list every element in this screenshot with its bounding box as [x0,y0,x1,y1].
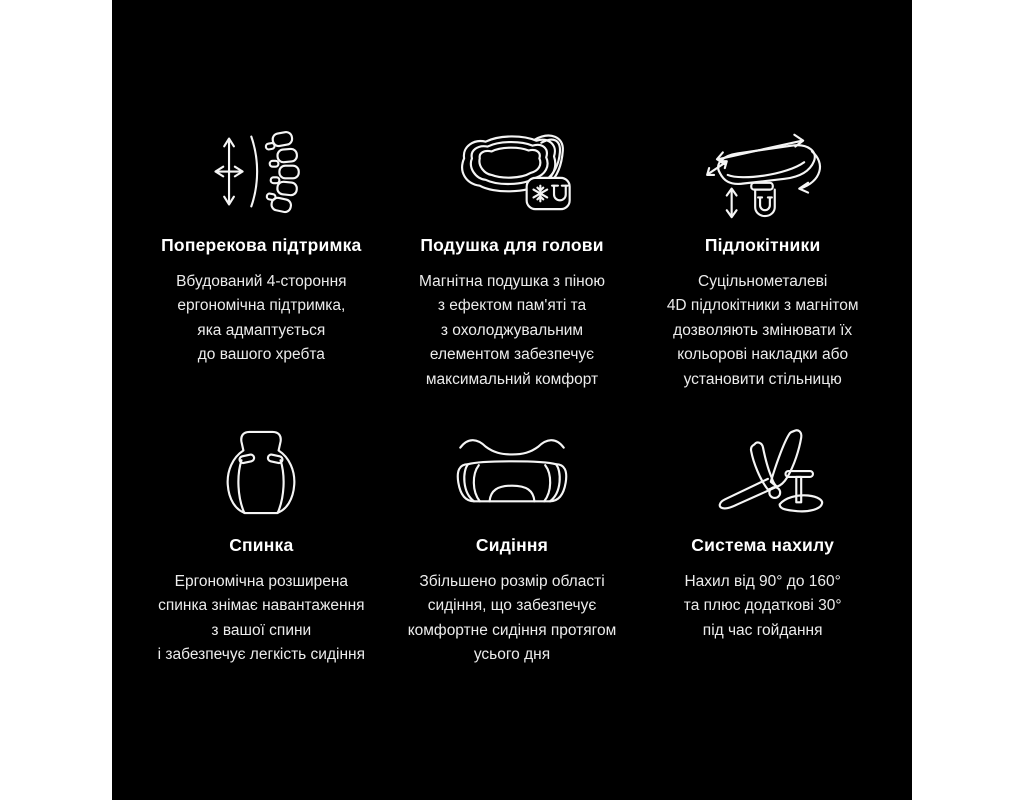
feature-title: Сидіння [475,535,549,556]
feature-title: Система нахилу [691,535,835,556]
features-panel [112,0,912,800]
feature-description: Магнітна подушка з піною з ефектом пам'яті та з охолоджувальним елементом забезпечує максимальний комфорт [419,272,605,388]
feature-title: Підлокітники [704,235,821,255]
features-grid [112,0,912,668]
feature-card-lumbar [136,126,387,392]
feature-card-tilt [637,426,888,668]
feature-description: Збільшено розмір області сидіння, що забезпечує комфортне сидіння протягом усього дня [407,572,617,664]
feature-description: Нахил від 90° до 160° та плюс додаткові 30° під час гойдання [683,572,842,639]
feature-description: Вбудований 4-стороння ергономічна підтримка, яка адмаптується до вашого хребта [176,272,347,364]
feature-card-pillow [387,126,638,392]
armrest-icon [700,124,826,220]
backrest-icon [217,426,305,518]
seat-icon [452,432,572,512]
seat-icon [452,426,572,518]
tilt-system-icon [699,426,827,518]
armrest-icon [700,126,826,218]
feature-card-armrests [637,126,888,392]
lumbar-spine-icon [211,126,311,218]
tilt-system-icon [699,425,827,519]
feature-title: Спинка [229,535,294,556]
feature-description: Суцільнометалеві 4D підлокітники з магнітом дозволяють змінювати їх кольорові накладки або установити стільницю [666,272,859,388]
feature-description: Ергономічна розширена спинка знімає навантаження з вашої спини і забезпечує легкість сидіння [157,572,365,664]
lumbar-spine-icon [211,126,311,218]
head-pillow-icon [448,126,576,218]
feature-card-seat [387,426,638,668]
feature-card-backrest [136,426,387,668]
feature-title: Подушка для голови [420,235,604,255]
feature-title: Поперекова підтримка [161,235,362,255]
head-pillow-icon [448,129,576,215]
backrest-icon [217,427,305,517]
